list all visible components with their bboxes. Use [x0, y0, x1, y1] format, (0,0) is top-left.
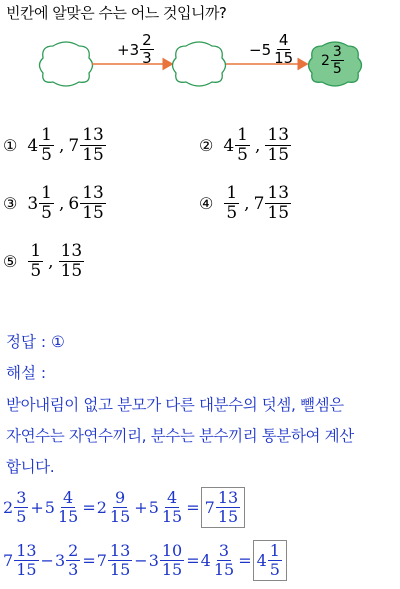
op2-fraction: [272, 33, 295, 66]
option-a-denominator: 5: [41, 145, 52, 165]
option-b-mixed-number: [254, 185, 292, 222]
option-b-numerator: 13: [82, 183, 104, 203]
option-1[interactable]: [3, 127, 107, 164]
option-a-denominator: 5: [226, 203, 238, 223]
eq1-term-8-whole: 7: [204, 498, 215, 517]
option-3[interactable]: [3, 185, 107, 222]
option-a-whole: 4: [223, 135, 235, 156]
option-a-mixed-number: [223, 185, 240, 222]
option-2[interactable]: [199, 127, 292, 164]
option-a-numerator: 1: [30, 241, 42, 261]
eq2-operator: =: [238, 551, 252, 570]
eq2-answer-box: [253, 540, 287, 581]
eq1-term-8-denominator: 15: [217, 507, 239, 526]
option-b-denominator: 15: [267, 203, 290, 223]
op1-sign: +: [117, 40, 130, 59]
eq2-term-0-fraction: [14, 543, 38, 578]
op1-fraction: [140, 33, 154, 66]
option-b-numerator: 13: [82, 125, 104, 145]
eq2-term-10-mixed-number: [257, 543, 283, 578]
op1-label: [117, 33, 155, 66]
option-separator: ,: [59, 135, 65, 156]
eq1-operator: =: [186, 498, 200, 517]
eq2-term-2-whole: 3: [54, 551, 66, 570]
eq1-operator: +: [134, 498, 148, 517]
option-a-denominator: 5: [41, 203, 52, 223]
option-b-mixed-number: [264, 127, 292, 164]
eq2-term-6-whole: 3: [148, 551, 159, 570]
option-a-fraction: [235, 127, 250, 164]
option-separator: ,: [255, 135, 261, 156]
op2-whole: 5: [261, 40, 272, 59]
op2-label: [249, 33, 296, 66]
eq1-term-0-whole: 2: [3, 498, 14, 517]
eq2-term-2-mixed-number: [55, 543, 81, 578]
option-a-mixed-number: [27, 185, 55, 222]
eq2-term-8-numerator: 3: [218, 541, 230, 560]
explanation-line-1: 받아내림이 없고 분모가 다른 대분수의 덧셈, 뺄셈은: [6, 396, 344, 414]
eq1-term-6-numerator: 4: [166, 488, 178, 507]
eq1-term-2-mixed-number: [45, 490, 82, 525]
option-b-whole: 7: [68, 135, 80, 156]
eq2-term-0-mixed-number: [3, 543, 40, 578]
eq2-term-2-fraction: [66, 543, 80, 578]
option-a-numerator: 1: [226, 183, 238, 203]
option-b-mixed-number: [68, 127, 106, 164]
option-a-denominator: 5: [237, 145, 248, 165]
option-b-fraction: [80, 185, 106, 222]
option-number: ②: [199, 136, 214, 155]
eq2-term-4-denominator: 15: [109, 560, 131, 579]
option-a-fraction: [39, 185, 54, 222]
option-4[interactable]: [199, 185, 292, 222]
eq1-term-0-denominator: 5: [16, 507, 27, 526]
option-number: ⑤: [3, 252, 18, 271]
option-b-mixed-number: [68, 185, 106, 222]
eq1-term-4-denominator: 15: [109, 507, 131, 526]
eq2-operator: =: [82, 551, 96, 570]
option-b-fraction: [59, 243, 85, 280]
option-a-fraction: [39, 127, 54, 164]
option-b-fraction: [80, 127, 106, 164]
explanation-label: 해설 :: [6, 364, 47, 382]
blank-cloud-middle: [173, 42, 226, 86]
eq1-term-2-whole: 5: [44, 498, 55, 517]
option-a-mixed-number: [223, 127, 251, 164]
answer-value: ①: [51, 333, 65, 351]
answer-row: [6, 330, 65, 352]
eq2-term-6-denominator: 15: [161, 560, 183, 579]
option-b-denominator: 15: [60, 261, 83, 281]
eq1-term-0-fraction: [14, 490, 28, 525]
eq1-term-0-mixed-number: [3, 490, 29, 525]
op2-den: 15: [274, 49, 294, 67]
option-number: ①: [3, 136, 18, 155]
option-b-numerator: 13: [267, 125, 290, 145]
eq1-term-8-mixed-number: [205, 490, 242, 525]
option-number: ③: [3, 194, 18, 213]
op1-whole: 3: [129, 40, 140, 59]
eq1-term-8-numerator: 13: [217, 488, 239, 507]
eq1-answer-box: [201, 487, 246, 528]
eq2-term-6-numerator: 10: [161, 541, 183, 560]
eq2-term-8-fraction: [212, 543, 236, 578]
answer-label: 정답 :: [6, 333, 47, 351]
option-5[interactable]: [3, 243, 85, 280]
option-a-numerator: 1: [237, 125, 248, 145]
eq1-operator: =: [82, 498, 96, 517]
eq2-term-8-whole: 4: [200, 551, 211, 570]
option-b-whole: 6: [68, 193, 80, 214]
eq1-term-2-denominator: 15: [57, 507, 79, 526]
eq1-operator: +: [30, 498, 44, 517]
option-b-numerator: 13: [267, 183, 290, 203]
option-b-whole: 7: [253, 193, 265, 214]
question-text: 빈칸에 알맞은 수는 어느 것입니까?: [6, 4, 227, 22]
op2-sign: −: [249, 40, 262, 59]
option-b-fraction: [265, 127, 291, 164]
option-separator: ,: [244, 193, 250, 214]
eq2-term-10-whole: 4: [256, 551, 267, 570]
eq1-term-2-numerator: 4: [63, 488, 74, 507]
eq1-term-4-fraction: [108, 490, 132, 525]
option-separator: ,: [48, 251, 54, 272]
option-a-denominator: 5: [30, 261, 42, 281]
option-b-denominator: 15: [82, 203, 104, 223]
eq2-operator: =: [186, 551, 200, 570]
equation-2: [3, 540, 287, 581]
explanation-line-3: 합니다.: [6, 458, 55, 476]
option-a-numerator: 1: [41, 183, 52, 203]
option-a-mixed-number: [27, 243, 44, 280]
option-a-whole: 3: [27, 193, 39, 214]
option-b-fraction: [265, 185, 291, 222]
eq2-operator: −: [134, 551, 148, 570]
eq2-term-4-mixed-number: [97, 543, 134, 578]
eq2-term-10-fraction: [268, 543, 282, 578]
eq1-term-2-fraction: [56, 490, 80, 525]
eq2-term-10-denominator: 5: [269, 560, 280, 579]
result-num: 3: [332, 44, 342, 60]
eq1-term-4-mixed-number: [97, 490, 134, 525]
eq2-term-6-fraction: [160, 543, 184, 578]
eq1-term-0-numerator: 3: [16, 488, 27, 507]
eq2-operator: −: [40, 551, 54, 570]
result-fraction: [331, 45, 344, 76]
op1-num: 2: [142, 31, 152, 49]
option-b-denominator: 15: [82, 145, 104, 165]
result-den: 5: [332, 61, 342, 77]
op1-den: 3: [142, 49, 152, 67]
eq1-term-4-whole: 2: [96, 498, 107, 517]
option-separator: ,: [59, 193, 65, 214]
eq2-term-4-fraction: [108, 543, 132, 578]
eq2-term-2-numerator: 2: [68, 541, 79, 560]
option-b-mixed-number: [58, 243, 86, 280]
eq1-term-6-fraction: [160, 490, 184, 525]
eq2-term-10-numerator: 1: [269, 541, 280, 560]
eq1-term-8-fraction: [216, 490, 240, 525]
eq2-term-2-denominator: 3: [68, 560, 79, 579]
op2-num: 4: [278, 31, 289, 49]
option-number: ④: [199, 194, 214, 213]
option-b-denominator: 15: [267, 145, 290, 165]
eq2-term-0-whole: 7: [3, 551, 14, 570]
eq2-term-0-numerator: 13: [16, 541, 37, 560]
eq2-term-6-mixed-number: [149, 543, 186, 578]
option-a-mixed-number: [27, 127, 55, 164]
eq1-term-4-numerator: 9: [115, 488, 126, 507]
blank-cloud-start: [40, 42, 93, 86]
eq2-term-0-denominator: 15: [16, 560, 37, 579]
eq1-term-6-mixed-number: [149, 490, 186, 525]
eq1-term-6-whole: 5: [148, 498, 159, 517]
eq2-term-8-denominator: 15: [213, 560, 235, 579]
result-label: [321, 45, 345, 76]
option-a-whole: 4: [27, 135, 39, 156]
result-whole: 2: [321, 52, 330, 69]
eq2-term-4-numerator: 13: [109, 541, 131, 560]
explanation-line-2: 자연수는 자연수끼리, 분수는 분수끼리 통분하여 계산: [6, 427, 354, 445]
eq1-term-6-denominator: 15: [161, 507, 183, 526]
option-a-fraction: [224, 185, 239, 222]
eq2-term-4-whole: 7: [96, 551, 107, 570]
option-b-numerator: 13: [60, 241, 83, 261]
eq2-term-8-mixed-number: [201, 543, 238, 578]
option-a-numerator: 1: [41, 125, 52, 145]
equation-1: [3, 487, 245, 528]
option-a-fraction: [28, 243, 43, 280]
